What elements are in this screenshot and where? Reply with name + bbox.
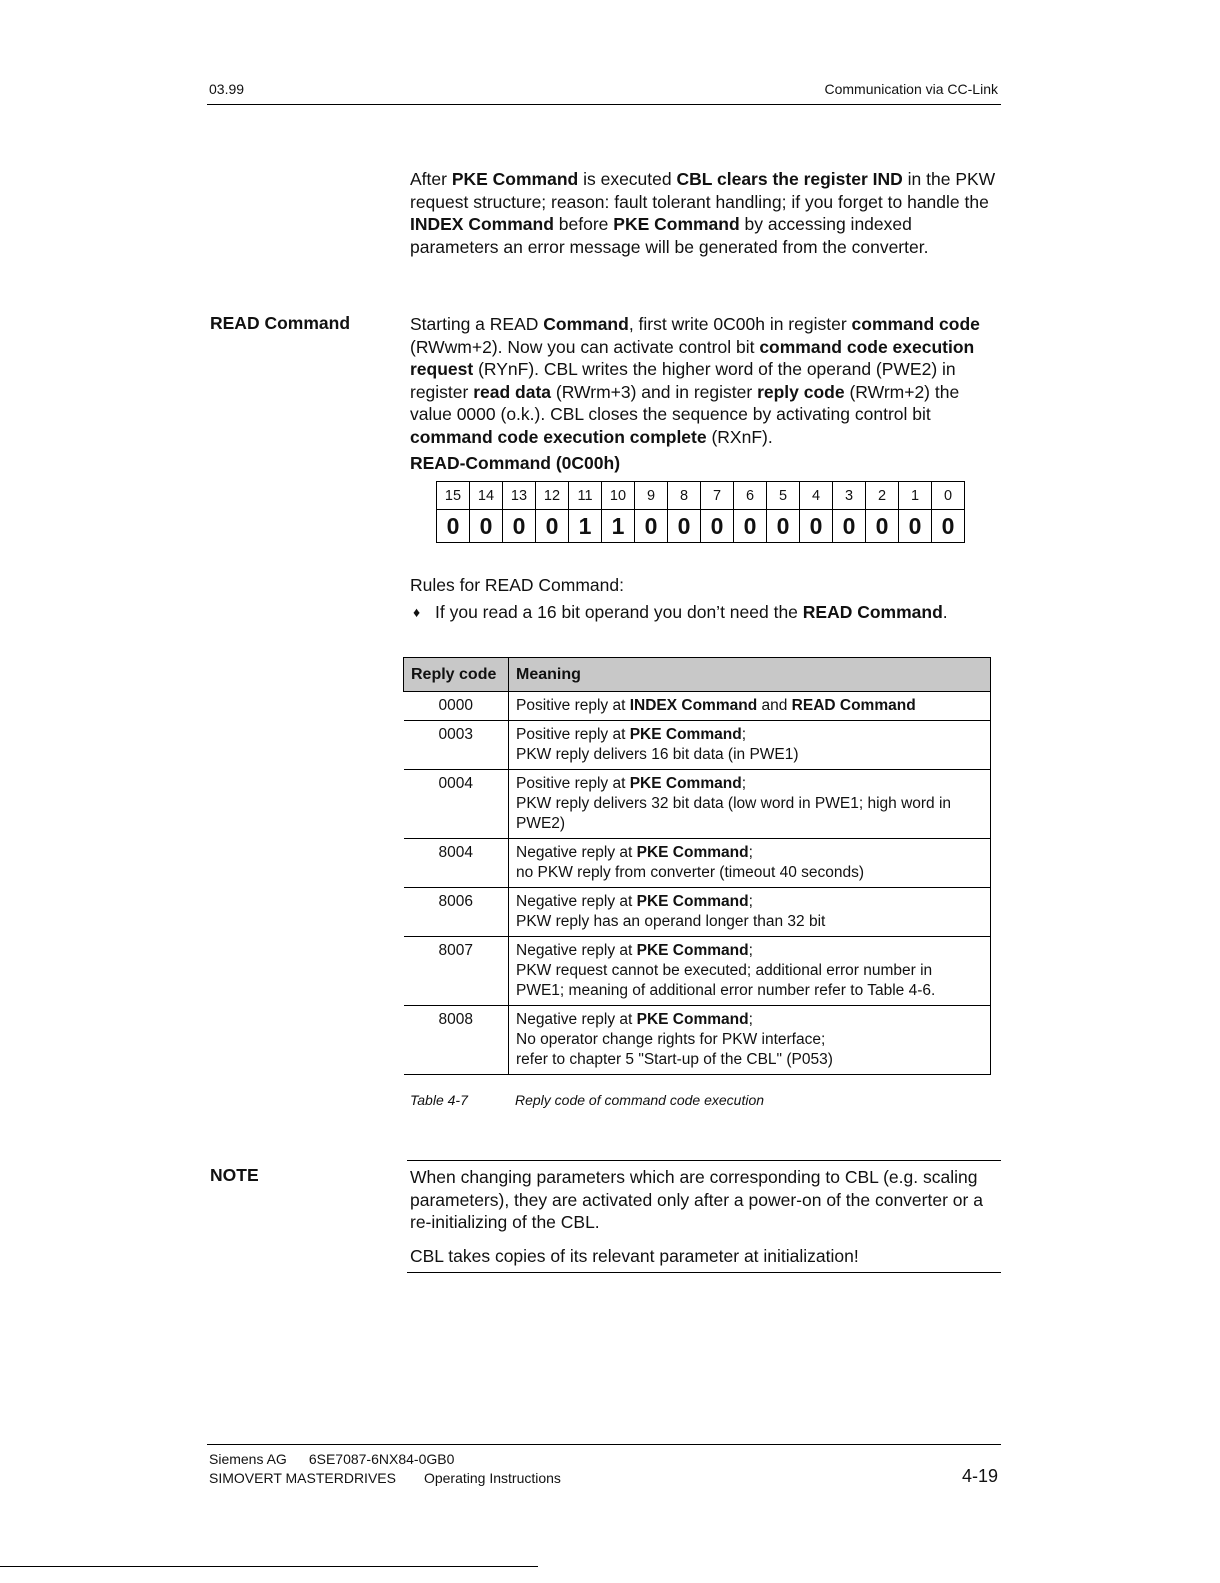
table-row bbox=[404, 1006, 991, 1075]
bit-position-cell: 14 bbox=[470, 482, 503, 510]
meaning-first-line bbox=[516, 1010, 983, 1030]
bit-table bbox=[436, 481, 965, 543]
header-date: 03.99 bbox=[209, 81, 245, 97]
note-paragraph: CBL takes copies of its relevant parameter at initialization! bbox=[410, 1245, 859, 1266]
bit-value-cell: 0 bbox=[470, 510, 503, 543]
bit-position-cell: 3 bbox=[833, 482, 866, 510]
read-bold: command code execution complete bbox=[410, 426, 707, 447]
rule-bold: READ Command bbox=[802, 602, 943, 622]
rules-title: Rules for READ Command: bbox=[410, 575, 624, 595]
note-divider-bottom bbox=[407, 1272, 1001, 1273]
read-bold: reply code bbox=[757, 381, 845, 402]
reply-code-cell: 8004 bbox=[404, 839, 509, 888]
note-divider-top bbox=[407, 1160, 1001, 1161]
bit-position-cell: 9 bbox=[635, 482, 668, 510]
note-label: NOTE bbox=[210, 1165, 259, 1185]
intro-text: before bbox=[553, 214, 614, 234]
reply-table-body bbox=[404, 692, 991, 1075]
bit-value-cell: 1 bbox=[602, 510, 635, 543]
read-text: , first write 0C00h in register bbox=[628, 314, 852, 334]
meaning-cell bbox=[509, 692, 991, 721]
bit-value-cell: 0 bbox=[503, 510, 536, 543]
intro-bold: CBL clears the register IND bbox=[676, 169, 903, 189]
bit-value-row bbox=[437, 510, 965, 543]
footer-line-2 bbox=[209, 1470, 561, 1486]
meaning-first-line bbox=[516, 774, 983, 794]
meaning-detail-line: No operator change rights for PKW interface; bbox=[516, 1031, 826, 1048]
bit-position-cell: 1 bbox=[899, 482, 932, 510]
bit-position-cell: 11 bbox=[569, 482, 602, 510]
footer-product: SIMOVERT MASTERDRIVES bbox=[209, 1470, 396, 1486]
read-command-label: READ Command bbox=[210, 313, 351, 333]
bit-value-cell: 0 bbox=[800, 510, 833, 543]
table-caption bbox=[410, 1092, 765, 1108]
footer-doc-type: Operating Instructions bbox=[423, 1470, 561, 1486]
meaning-cell bbox=[509, 770, 991, 839]
bit-value-cell: 0 bbox=[635, 510, 668, 543]
meaning-text: Negative reply at bbox=[516, 1011, 637, 1028]
bit-position-cell: 12 bbox=[536, 482, 569, 510]
read-bold: command code execution request bbox=[410, 336, 975, 379]
intro-text: After bbox=[410, 169, 452, 189]
bit-value-cell: 0 bbox=[866, 510, 899, 543]
bit-position-cell: 6 bbox=[734, 482, 767, 510]
bit-position-cell: 10 bbox=[602, 482, 635, 510]
meaning-text: ; bbox=[748, 1011, 753, 1028]
reply-code-table bbox=[403, 657, 991, 1075]
bit-position-cell: 5 bbox=[767, 482, 800, 510]
meaning-text: Negative reply at bbox=[516, 893, 637, 910]
bit-position-cell: 0 bbox=[932, 482, 965, 510]
bit-value-cell: 0 bbox=[899, 510, 932, 543]
read-text: (RWrm+2) the value 0000 (o.k.). CBL closes the sequence by activating control bit bbox=[410, 381, 960, 424]
note-body bbox=[410, 1166, 995, 1278]
meaning-text: ; bbox=[741, 726, 746, 743]
meaning-first-line bbox=[516, 696, 983, 716]
read-bold: Command bbox=[543, 314, 629, 334]
meaning-cell bbox=[509, 721, 991, 770]
meaning-first-line bbox=[516, 725, 983, 745]
meaning-text: ; bbox=[741, 775, 746, 792]
meaning-detail-line: no PKW reply from converter (timeout 40 seconds) bbox=[516, 864, 865, 881]
table-caption-text: Reply code of command code execution bbox=[515, 1092, 765, 1108]
table-row bbox=[404, 770, 991, 839]
meaning-text: Positive reply at bbox=[516, 697, 630, 714]
meaning-first-line bbox=[516, 941, 983, 961]
read-text: (RXnF). bbox=[706, 426, 773, 447]
bit-value-cell: 1 bbox=[569, 510, 602, 543]
header-title: Communication via CC-Link bbox=[824, 81, 998, 97]
bit-position-cell: 2 bbox=[866, 482, 899, 510]
bit-position-cell: 7 bbox=[701, 482, 734, 510]
read-bold: read data bbox=[473, 381, 552, 402]
meaning-detail-line: refer to chapter 5 "Start-up of the CBL" (P053) bbox=[516, 1051, 833, 1068]
bit-position-cell: 15 bbox=[437, 482, 470, 510]
intro-paragraph bbox=[410, 168, 1000, 258]
bit-value-cell: 0 bbox=[437, 510, 470, 543]
intro-text: in the PKW request structure; reason: fault tolerant handling; if you forget to handle the bbox=[410, 169, 996, 212]
read-text: (RWrm+3) and in register bbox=[551, 381, 758, 402]
page-edge-line bbox=[0, 1566, 538, 1567]
column-header-meaning: Meaning bbox=[509, 658, 991, 692]
table-caption-number: Table 4-7 bbox=[410, 1092, 468, 1108]
read-text: (RYnF). CBL writes the higher word of the operand (PWE2) in register bbox=[410, 359, 956, 402]
bit-value-cell: 0 bbox=[668, 510, 701, 543]
bit-value-cell: 0 bbox=[701, 510, 734, 543]
bit-position-row bbox=[437, 482, 965, 510]
table-header-row bbox=[404, 658, 991, 692]
reply-code-cell: 8007 bbox=[404, 937, 509, 1006]
meaning-text: Positive reply at bbox=[516, 775, 630, 792]
read-command-paragraph bbox=[410, 313, 1000, 448]
meaning-text: Negative reply at bbox=[516, 942, 637, 959]
diamond-bullet-icon: ♦ bbox=[413, 604, 421, 620]
meaning-bold: PKE Command bbox=[629, 775, 742, 792]
intro-text: is executed bbox=[578, 169, 677, 189]
meaning-text: Negative reply at bbox=[516, 844, 637, 861]
bit-position-cell: 8 bbox=[668, 482, 701, 510]
meaning-text: ; bbox=[748, 942, 753, 959]
footer-line-1 bbox=[209, 1451, 454, 1467]
meaning-detail-line: PKW reply delivers 16 bit data (in PWE1) bbox=[516, 746, 799, 763]
footer-order-number: 6SE7087-6NX84-0GB0 bbox=[308, 1451, 455, 1467]
table-row bbox=[404, 937, 991, 1006]
meaning-first-line bbox=[516, 843, 983, 863]
bit-position-cell: 4 bbox=[800, 482, 833, 510]
table-row bbox=[404, 692, 991, 721]
column-header-reply-code: Reply code bbox=[404, 658, 509, 692]
rule-text: If you read a 16 bit operand you don’t need the bbox=[435, 602, 803, 622]
meaning-cell bbox=[509, 937, 991, 1006]
meaning-bold: PKE Command bbox=[636, 1011, 749, 1028]
meaning-detail-line: PKW request cannot be executed; additional error number in PWE1; meaning of additional error number refer to Table 4-6. bbox=[516, 962, 936, 999]
note-paragraph: When changing parameters which are corresponding to CBL (e.g. scaling parameters), they are activated only after a power-on of the converter or a re-initializing of the CBL. bbox=[410, 1167, 983, 1232]
bit-position-cell: 13 bbox=[503, 482, 536, 510]
meaning-bold: READ Command bbox=[791, 697, 916, 714]
meaning-cell bbox=[509, 839, 991, 888]
meaning-cell bbox=[509, 1006, 991, 1075]
page-number: 4-19 bbox=[961, 1466, 998, 1486]
read-bold: command code bbox=[851, 314, 980, 334]
meaning-detail-line: PKW reply delivers 32 bit data (low word in PWE1; high word in PWE2) bbox=[516, 795, 952, 832]
intro-bold: PKE Command bbox=[613, 214, 740, 234]
reply-code-cell: 0003 bbox=[404, 721, 509, 770]
bit-value-cell: 0 bbox=[536, 510, 569, 543]
rule-text: . bbox=[942, 602, 948, 622]
footer-divider bbox=[207, 1444, 1001, 1445]
header-divider bbox=[207, 104, 1001, 105]
intro-text: by accessing indexed parameters an error message will be generated from the converter. bbox=[410, 214, 929, 257]
meaning-cell bbox=[509, 888, 991, 937]
table-row bbox=[404, 888, 991, 937]
table-row bbox=[404, 839, 991, 888]
meaning-bold: INDEX Command bbox=[629, 697, 758, 714]
reply-code-cell: 8008 bbox=[404, 1006, 509, 1075]
bit-value-cell: 0 bbox=[932, 510, 965, 543]
meaning-bold: PKE Command bbox=[629, 726, 742, 743]
meaning-detail-line: PKW reply has an operand longer than 32 bit bbox=[516, 913, 826, 930]
bit-value-cell: 0 bbox=[833, 510, 866, 543]
reply-code-cell: 0000 bbox=[404, 692, 509, 721]
meaning-text: ; bbox=[748, 844, 753, 861]
meaning-text: ; bbox=[748, 893, 753, 910]
meaning-first-line bbox=[516, 892, 983, 912]
bit-value-cell: 0 bbox=[734, 510, 767, 543]
table-row bbox=[404, 721, 991, 770]
meaning-bold: PKE Command bbox=[636, 844, 749, 861]
rule-list-item bbox=[413, 602, 948, 623]
meaning-text: Positive reply at bbox=[516, 726, 630, 743]
reply-code-cell: 0004 bbox=[404, 770, 509, 839]
read-text: (RWwm+2). Now you can activate control bit bbox=[410, 336, 760, 357]
read-command-subheading: READ-Command (0C00h) bbox=[410, 453, 621, 473]
intro-bold: PKE Command bbox=[451, 169, 579, 189]
reply-code-cell: 8006 bbox=[404, 888, 509, 937]
meaning-bold: PKE Command bbox=[636, 893, 749, 910]
meaning-bold: PKE Command bbox=[636, 942, 749, 959]
bit-value-cell: 0 bbox=[767, 510, 800, 543]
intro-bold: INDEX Command bbox=[410, 214, 554, 234]
read-text: Starting a READ bbox=[410, 314, 544, 334]
meaning-text: and bbox=[757, 697, 792, 714]
footer-company: Siemens AG bbox=[209, 1451, 287, 1467]
